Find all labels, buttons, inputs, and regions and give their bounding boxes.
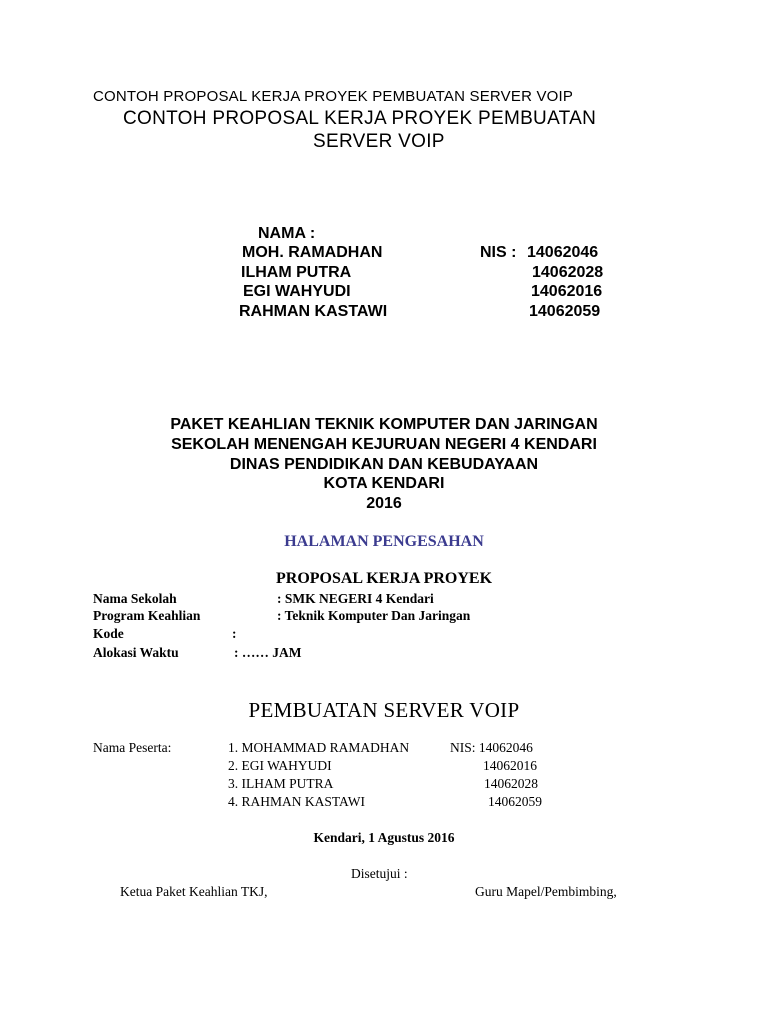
participant-name: 1. MOHAMMAD RAMADHAN (228, 740, 410, 755)
field-value-school: : SMK NEGERI 4 Kendari (277, 591, 434, 606)
doc-title-line-1: CONTOH PROPOSAL KERJA PROYEK PEMBUATAN (123, 108, 597, 129)
participant-nis: 14062028 (484, 776, 538, 791)
member-name: MOH. RAMADHAN (242, 244, 383, 261)
sign-right-title: Guru Mapel/Pembimbing, (475, 884, 617, 899)
field-value-code: : (232, 626, 237, 641)
field-value-time: : …… JAM (234, 645, 302, 660)
field-label-school: Nama Sekolah (93, 591, 177, 606)
institution-line: SEKOLAH MENENGAH KEJURUAN NEGERI 4 KENDARI (171, 436, 597, 453)
field-label-program: Program Keahlian (93, 608, 201, 623)
participant-nis: 14062016 (483, 758, 537, 773)
institution-line: KOTA KENDARI (323, 475, 445, 492)
member-nis: 14062059 (529, 303, 601, 320)
field-value-program: : Teknik Komputer Dan Jaringan (277, 608, 471, 623)
participant-nis: 14062059 (488, 794, 542, 809)
member-name: EGI WAHYUDI (243, 283, 351, 300)
participants-label: Nama Peserta: (93, 740, 172, 755)
institution-line: DINAS PENDIDIKAN DAN KEBUDAYAAN (229, 456, 539, 473)
member-nis: 14062028 (532, 264, 604, 281)
member-nis: 14062016 (531, 283, 603, 300)
member-name: RAHMAN KASTAWI (239, 303, 388, 320)
proposal-main-title: PEMBUATAN SERVER VOIP (248, 698, 520, 722)
field-label-code: Kode (93, 626, 124, 641)
approved-label: Disetujui : (351, 866, 408, 881)
doc-title-line-2: SERVER VOIP (313, 131, 445, 152)
approval-heading: HALAMAN PENGESAHAN (284, 533, 484, 550)
doc-small-title: CONTOH PROPOSAL KERJA PROYEK PEMBUATAN SERVER VOIP (93, 88, 574, 105)
member-nis-label: NIS : (480, 244, 517, 261)
sign-left-title: Ketua Paket Keahlian TKJ, (120, 884, 268, 899)
participant-name: 4. RAHMAN KASTAWI (228, 794, 365, 809)
field-label-time: Alokasi Waktu (93, 645, 179, 660)
member-name: ILHAM PUTRA (241, 264, 352, 281)
approval-subheading: PROPOSAL KERJA PROYEK (275, 570, 493, 587)
member-nis: 14062046 (527, 244, 599, 261)
institution-line: PAKET KEAHLIAN TEKNIK KOMPUTER DAN JARINGAN (170, 416, 598, 433)
participant-name: 2. EGI WAHYUDI (228, 758, 332, 773)
participant-name: 3. ILHAM PUTRA (228, 776, 334, 791)
institution-year: 2016 (366, 495, 402, 512)
place-date: Kendari, 1 Agustus 2016 (313, 830, 455, 845)
participant-nis: NIS: 14062046 (450, 740, 533, 755)
members-label: NAMA : (258, 225, 316, 242)
